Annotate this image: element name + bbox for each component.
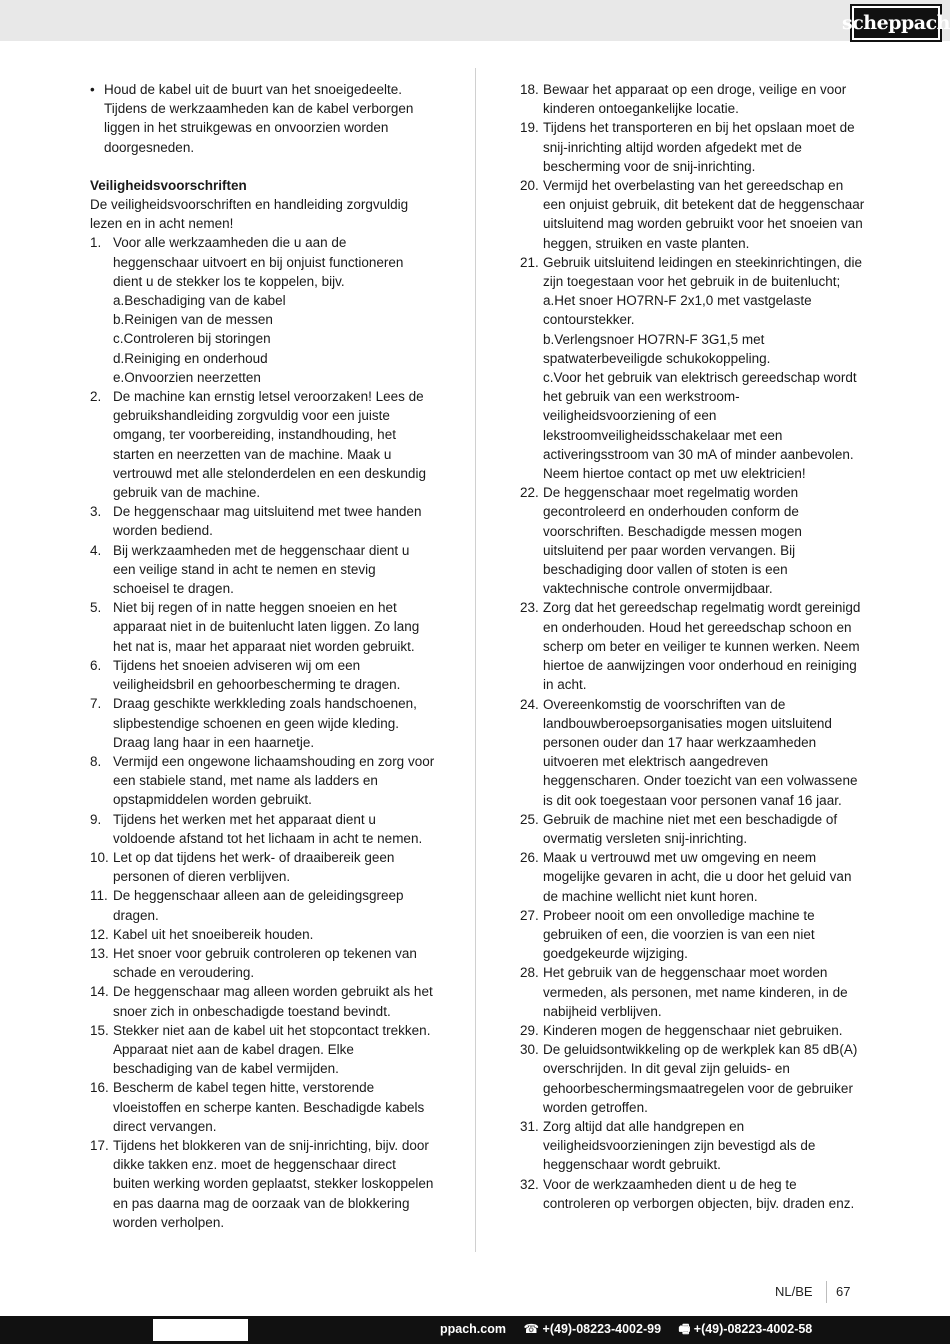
- list-item: [90, 541, 435, 599]
- list-item: [520, 176, 865, 253]
- list-subitem: a.Het snoer HO7RN-F 2x1,0 met vastgelaste contourstekker.: [543, 293, 812, 328]
- list-item: [90, 982, 435, 1020]
- list-item-body: [543, 848, 865, 906]
- list-item: [90, 944, 435, 982]
- list-item-number: 21.: [520, 254, 539, 270]
- list-item-number: 9.: [90, 811, 102, 827]
- list-item-text: Let op dat tijdens het werk- of draaibereik geen personen of dieren verblijven.: [113, 849, 395, 885]
- safety-list-right: [520, 80, 865, 1213]
- list-item-body: [543, 695, 865, 810]
- list-item-number: 31.: [520, 1118, 539, 1134]
- list-subitem: b.Reinigen van de messen: [113, 312, 273, 328]
- list-item: [520, 1040, 865, 1117]
- list-item-text: Kabel uit het snoeibereik houden.: [113, 926, 314, 942]
- list-item: [90, 598, 435, 656]
- list-item: [520, 1117, 865, 1175]
- list-item-body: [113, 848, 435, 886]
- list-item-body: [113, 982, 435, 1020]
- intro-text: De veiligheidsvoorschriften en handleiding zorgvuldig lezen en in acht nemen!: [90, 197, 409, 232]
- bullet-icon: •: [90, 82, 95, 97]
- list-item-body: [543, 963, 865, 1021]
- list-item-number: 18.: [520, 82, 539, 97]
- list-item-body: [113, 810, 435, 848]
- list-item-number: 16.: [90, 1080, 109, 1096]
- list-item: [90, 1136, 435, 1232]
- list-item: [520, 253, 865, 483]
- list-item-body: [113, 944, 435, 982]
- list-item-body: [113, 656, 435, 694]
- list-item-body: [113, 233, 435, 387]
- list-subitem: d.Reiniging en onderhoud: [113, 350, 268, 366]
- list-item-text: Probeer nooit om een onvolledige machine te gebruiken of een, die voorzien is van een niet goedgekeurde wijziging.: [543, 907, 815, 962]
- list-item: [90, 848, 435, 886]
- list-item-body: [113, 387, 435, 502]
- list-item: [520, 118, 865, 176]
- list-item-number: 10.: [90, 849, 109, 865]
- list-item-text: De geluidsontwikkeling op de werkplek kan 85 dB(A) overschrijden. In dit geval zijn geluids- en gehoorbeschermingsmaatregelen voor de gebruiker worden getroffen.: [543, 1042, 858, 1115]
- list-item-body: [113, 598, 435, 656]
- left-column: [90, 80, 435, 1232]
- list-item-number: 23.: [520, 600, 539, 616]
- list-item-text: Stekker niet aan de kabel uit het stopcontact trekken. Apparaat niet aan de kabel dragen. Elke beschadiging van de kabel vermijden.: [113, 1022, 431, 1077]
- list-subitem: a.Beschadiging van de kabel: [113, 293, 286, 309]
- list-item: [520, 483, 865, 598]
- footer-separator: [826, 1281, 827, 1303]
- safety-list-left: [90, 233, 435, 1232]
- contact-info: [440, 1320, 826, 1341]
- list-item: [90, 233, 435, 387]
- list-item-number: 32.: [520, 1176, 539, 1192]
- list-item-text: De heggenschaar mag alleen worden gebruikt als het snoer zich in onbeschadigde toestand bevindt.: [113, 984, 433, 1019]
- list-item: [520, 695, 865, 810]
- list-item-number: 8.: [90, 753, 102, 769]
- list-item-number: 14.: [90, 984, 109, 1000]
- list-item-number: 27.: [520, 907, 539, 923]
- list-item-body: [543, 483, 865, 598]
- list-item-body: [543, 598, 865, 694]
- list-item-text: Maak u vertrouwd met uw omgeving en neem mogelijke gevaren in acht, die u door het geluid van de machine wellicht niet kunt horen.: [543, 850, 852, 904]
- list-item: [90, 810, 435, 848]
- header-bar: [0, 0, 950, 41]
- fax-text: 🖷 +(49)-08223-4002-58: [678, 1322, 813, 1336]
- list-item: [520, 1175, 865, 1213]
- list-item-text: Bewaar het apparaat op een droge, veilige en voor kinderen ontoegankelijke locatie.: [543, 82, 847, 117]
- list-item-text: De heggenschaar alleen aan de geleidingsgreep dragen.: [113, 888, 404, 923]
- list-item: [90, 925, 435, 944]
- list-item-text: Voor de werkzaamheden dient u de heg te controleren op verborgen objecten, bijv. draden enz.: [543, 1176, 855, 1211]
- list-item-number: 25.: [520, 811, 539, 827]
- list-item-number: 5.: [90, 600, 102, 616]
- list-subitem: c.Controleren bij storingen: [113, 331, 271, 347]
- list-item-number: 3.: [90, 504, 102, 520]
- list-item-text: De heggenschaar moet regelmatig worden gecontroleerd en onderhouden conform de voorschriften. Beschadigde messen mogen uitsluitend per paar worden vervangen. Bij beschadiging door vallen of stoten is een vaktechnische controle onvermijdbaar.: [543, 485, 802, 597]
- list-item-text: Kinderen mogen de heggenschaar niet gebruiken.: [543, 1022, 843, 1038]
- list-item-number: 12.: [90, 926, 109, 942]
- list-item-body: [543, 906, 865, 964]
- list-item-text: Draag geschikte werkkleding zoals handschoenen, slipbestendige schoenen en geen wijde kleding. Draag lang haar in een haarnetje.: [113, 696, 417, 750]
- list-item-body: [543, 176, 865, 253]
- list-item-body: [543, 80, 865, 118]
- list-item-body: [113, 1136, 435, 1232]
- list-item-text: Tijdens het snoeien adviseren wij om een veiligheidsbril en gehoorbescherming te dragen.: [113, 657, 401, 693]
- bullet-text: Houd de kabel uit de buurt van het snoeigedeelte. Tijdens de werkzaamheden kan de kabel verborgen liggen in het struikgewas en onvoorzien worden doorgesneden.: [104, 82, 414, 155]
- list-item-text: De heggenschaar mag uitsluitend met twee handen worden bediend.: [113, 504, 422, 539]
- list-item-number: 11.: [90, 888, 108, 904]
- list-item-body: [113, 925, 435, 944]
- list-item-number: 30.: [520, 1042, 539, 1058]
- column-divider: [475, 68, 476, 1252]
- list-item-text: Bij werkzaamheden met de heggenschaar dient u een veilige stand in acht te nemen en stevig schoeisel te dragen.: [113, 542, 410, 597]
- list-item: [520, 848, 865, 906]
- list-item-body: [543, 1117, 865, 1175]
- list-item: [90, 1078, 435, 1136]
- phone-text: ☎ +(49)-08223-4002-99: [523, 1322, 662, 1336]
- list-item-text: Overeenkomstig de voorschriften van de landbouwberoepsorganisaties mogen uitsluitend personen ouder dan 17 haar werkzaamheden uitvoeren met elektrisch aangedreven heggenscharen. Onder toezicht van een volwassene is dit ook toegestaan voor personen vanaf 16 jaar.: [543, 696, 858, 808]
- list-item-number: 17.: [90, 1137, 109, 1153]
- list-item-number: 4.: [90, 542, 102, 558]
- right-column: [520, 80, 865, 1213]
- list-item: [90, 656, 435, 694]
- website-text: ppach.com: [440, 1322, 506, 1336]
- list-item-text: Niet bij regen of in natte heggen snoeien en het apparaat niet in de buitenlucht laten liggen. Zo lang het nat is, maar het apparaat niet worden gebruikt.: [113, 600, 420, 654]
- page-number: 67: [836, 1284, 851, 1299]
- list-item-number: 6.: [90, 657, 102, 673]
- list-item: [90, 752, 435, 810]
- list-item-text: Gebruik de machine niet met een beschadigde of overmatig versleten snij-inrichting.: [543, 811, 838, 846]
- list-item-text: Zorg dat het gereedschap regelmatig wordt gereinigd en onderhouden. Houd het gereedschap schoon en scherp om beter en veiliger te kunnen werken. Neem hiertoe de aanwijzingen voor onderhoud en reiniging in acht.: [543, 600, 861, 693]
- list-item-body: [543, 1040, 865, 1117]
- list-item-body: [543, 810, 865, 848]
- list-item-text: Zorg altijd dat alle handgrepen en veiligheidsvoorzieningen zijn bevestigd als de heggenschaar wordt gebruikt.: [543, 1118, 816, 1173]
- list-item-body: [113, 1078, 435, 1136]
- list-item-body: [113, 752, 435, 810]
- list-item-body: [543, 1021, 865, 1040]
- list-item-body: [543, 1175, 865, 1213]
- list-item-text: Gebruik uitsluitend leidingen en steekinrichtingen, die zijn toegestaan voor het gebruik in de buitenlucht;: [543, 254, 862, 290]
- list-item-text: Vermijd een ongewone lichaamshouding en zorg voor een stabiele stand, met name als ladders en opstapmiddelen worden gebruikt.: [113, 753, 435, 808]
- list-item-text: De machine kan ernstig letsel veroorzaken! Lees de gebruikshandleiding zorgvuldig voor een juiste omgang, ter voorbereiding, instandhouding, het starten en neerzetten van de machine. Maak u vertrouwd met alle stelonderdelen en een deskundig gebruik van de machine.: [113, 389, 426, 501]
- list-item: [90, 694, 435, 752]
- list-item-number: 28.: [520, 965, 539, 981]
- footer-blank-box: [153, 1319, 248, 1341]
- list-item-text: Bescherm de kabel tegen hitte, verstorende vloeistoffen en scherpe kanten. Beschadigde kabels direct vervangen.: [113, 1080, 425, 1134]
- list-item-number: 24.: [520, 696, 539, 712]
- list-item: [520, 80, 865, 118]
- list-item-number: 1.: [90, 235, 102, 251]
- list-item-text: Het snoer voor gebruik controleren op tekenen van schade en veroudering.: [113, 945, 417, 981]
- list-item-body: [113, 502, 435, 540]
- list-item: [90, 502, 435, 540]
- list-item-number: 22.: [520, 485, 539, 501]
- list-item-number: 2.: [90, 389, 102, 405]
- list-item-text: Tijdens het blokkeren van de snij-inrichting, bijv. door dikke takken enz. moet de heggenschaar direct buiten werking worden geplaatst, stekker loskoppelen en pas daarna mag de oorzaak van de blokkering worden verholpen.: [113, 1137, 434, 1230]
- list-item-text: Tijdens het transporteren en bij het opslaan moet de snij-inrichting altijd worden afgedekt met de bescherming voor de snij-inrichting.: [543, 120, 855, 174]
- list-item: [520, 963, 865, 1021]
- list-item-number: 7.: [90, 696, 102, 712]
- list-item-text: Het gebruik van de heggenschaar moet worden vermeden, als personen, met name kinderen, in de nabijheid verblijven.: [543, 965, 848, 1019]
- list-item-body: [543, 253, 865, 483]
- list-item: [90, 1021, 435, 1079]
- list-item-number: 26.: [520, 850, 539, 866]
- list-item-body: [113, 886, 435, 924]
- list-subitem: b.Verlengsnoer HO7RN-F 3G1,5 met spatwaterbeveiligde schukokoppeling.: [543, 331, 771, 366]
- list-item: [520, 906, 865, 964]
- list-item-number: 15.: [90, 1022, 109, 1038]
- list-item: [90, 886, 435, 924]
- brand-logo: scheppach: [850, 4, 942, 42]
- list-subitem: e.Onvoorzien neerzetten: [113, 369, 261, 385]
- list-item: [520, 598, 865, 694]
- list-item-text: Vermijd het overbelasting van het gereedschap en een onjuist gebruik, dit betekent dat de heggenschaar uitsluitend mag worden gebruikt voor het snoeien van heggen, struiken en vaste planten.: [543, 178, 865, 251]
- list-item-number: 19.: [520, 120, 539, 136]
- section-heading: Veiligheidsvoorschriften: [90, 177, 247, 193]
- language-code: NL/BE: [775, 1284, 813, 1299]
- list-item-number: 13.: [90, 945, 109, 961]
- list-item-number: 29.: [520, 1022, 539, 1038]
- list-item-body: [113, 541, 435, 599]
- list-item: [90, 387, 435, 502]
- list-item-body: [113, 694, 435, 752]
- list-item-text: Voor alle werkzaamheden die u aan de heggenschaar uitvoert en bij onjuist functioneren dient u de stekker los te koppelen, bijv.: [113, 235, 404, 289]
- list-item: [520, 1021, 865, 1040]
- list-item-body: [113, 1021, 435, 1079]
- list-item: [520, 810, 865, 848]
- list-item-number: 20.: [520, 178, 539, 194]
- list-item-body: [543, 118, 865, 176]
- list-subitem: c.Voor het gebruik van elektrisch gereedschap wordt het gebruik van een werkstroom-veiligheidsvoorziening of een lekstroomveiligheidsschakelaar met een activeringsstroom van 30 mA of minder aanbevolen. Neem hiertoe contact op met uw elektricien!: [543, 370, 857, 482]
- bullet-item: [90, 80, 435, 157]
- list-item-text: Tijdens het werken met het apparaat dient u voldoende afstand tot het lichaam in acht te nemen.: [113, 811, 423, 846]
